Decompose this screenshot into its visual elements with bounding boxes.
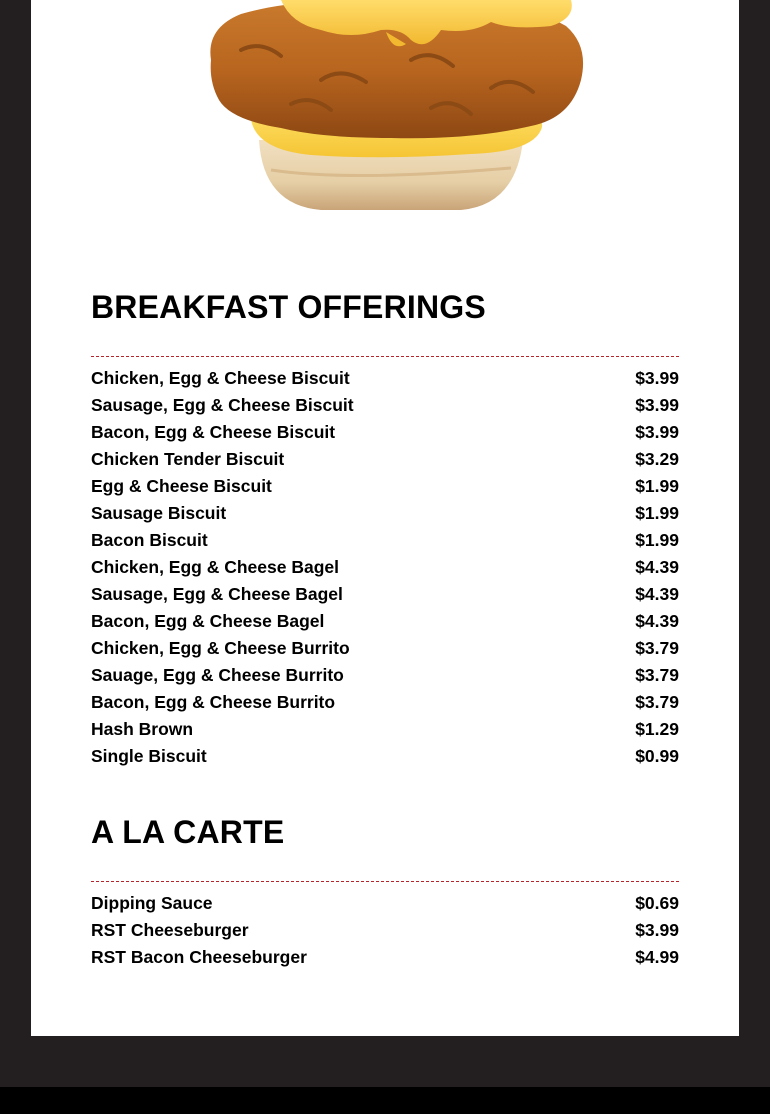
menu-item-price: $1.99 <box>635 530 679 550</box>
menu-item <box>91 689 679 716</box>
menu-item-name: Chicken, Egg & Cheese Biscuit <box>91 368 350 388</box>
menu-item-name: Bacon, Egg & Cheese Biscuit <box>91 422 336 442</box>
footer-bar <box>0 1087 770 1114</box>
section-title: BREAKFAST OFFERINGS <box>91 289 486 325</box>
menu-item-name: RST Bacon Cheeseburger <box>91 947 307 967</box>
menu-item-price: $3.79 <box>635 665 679 685</box>
chicken-biscuit-sandwich-image <box>171 0 611 225</box>
menu-item <box>91 890 679 917</box>
menu-item-price: $4.39 <box>635 557 679 577</box>
menu-item <box>91 917 679 944</box>
menu-item <box>91 446 679 473</box>
menu-item <box>91 500 679 527</box>
menu-item <box>91 743 679 770</box>
menu-item-name: Chicken, Egg & Cheese Burrito <box>91 638 350 658</box>
section-title: A LA CARTE <box>91 814 285 850</box>
menu-item-price: $4.39 <box>635 611 679 631</box>
menu-item-name: Chicken, Egg & Cheese Bagel <box>91 557 339 577</box>
menu-item <box>91 662 679 689</box>
menu-card <box>31 0 739 1036</box>
menu-item <box>91 608 679 635</box>
menu-item-price: $4.39 <box>635 584 679 604</box>
menu-item-price: $3.99 <box>635 368 679 388</box>
menu-item <box>91 527 679 554</box>
section-breakfast-offerings <box>91 290 679 770</box>
menu-list <box>91 890 679 971</box>
menu-item-price: $3.99 <box>635 395 679 415</box>
menu-item-name: Egg & Cheese Biscuit <box>91 476 272 496</box>
section-divider <box>91 356 679 357</box>
menu-item-name: Chicken Tender Biscuit <box>91 449 285 469</box>
menu-item-name: RST Cheeseburger <box>91 920 249 940</box>
menu-item-price: $3.79 <box>635 638 679 658</box>
menu-item-name: Single Biscuit <box>91 746 207 766</box>
menu-item <box>91 392 679 419</box>
menu-item-price: $3.99 <box>635 920 679 940</box>
menu-item-name: Sauage, Egg & Cheese Burrito <box>91 665 344 685</box>
menu-item <box>91 554 679 581</box>
menu-item-name: Bacon, Egg & Cheese Burrito <box>91 692 336 712</box>
menu-item <box>91 473 679 500</box>
menu-item-price: $1.99 <box>635 503 679 523</box>
menu-item-name: Bacon, Egg & Cheese Bagel <box>91 611 325 631</box>
menu-item-price: $0.99 <box>635 746 679 766</box>
menu-item <box>91 365 679 392</box>
menu-item-price: $3.79 <box>635 692 679 712</box>
menu-item-name: Dipping Sauce <box>91 893 213 913</box>
menu-item-price: $3.99 <box>635 422 679 442</box>
menu-item-price: $0.69 <box>635 893 679 913</box>
menu-item <box>91 419 679 446</box>
menu-item <box>91 635 679 662</box>
menu-item-price: $1.99 <box>635 476 679 496</box>
section-divider <box>91 881 679 882</box>
menu-item-price: $1.29 <box>635 719 679 739</box>
menu-item-name: Sausage Biscuit <box>91 503 227 523</box>
menu-item-name: Bacon Biscuit <box>91 530 208 550</box>
menu-item-price: $4.99 <box>635 947 679 967</box>
section-a-la-carte <box>91 815 679 971</box>
menu-item <box>91 944 679 971</box>
menu-item-name: Hash Brown <box>91 719 194 739</box>
menu-item <box>91 716 679 743</box>
menu-item-name: Sausage, Egg & Cheese Biscuit <box>91 395 354 415</box>
menu-item <box>91 581 679 608</box>
menu-item-price: $3.29 <box>635 449 679 469</box>
menu-item-name: Sausage, Egg & Cheese Bagel <box>91 584 343 604</box>
menu-list <box>91 365 679 770</box>
